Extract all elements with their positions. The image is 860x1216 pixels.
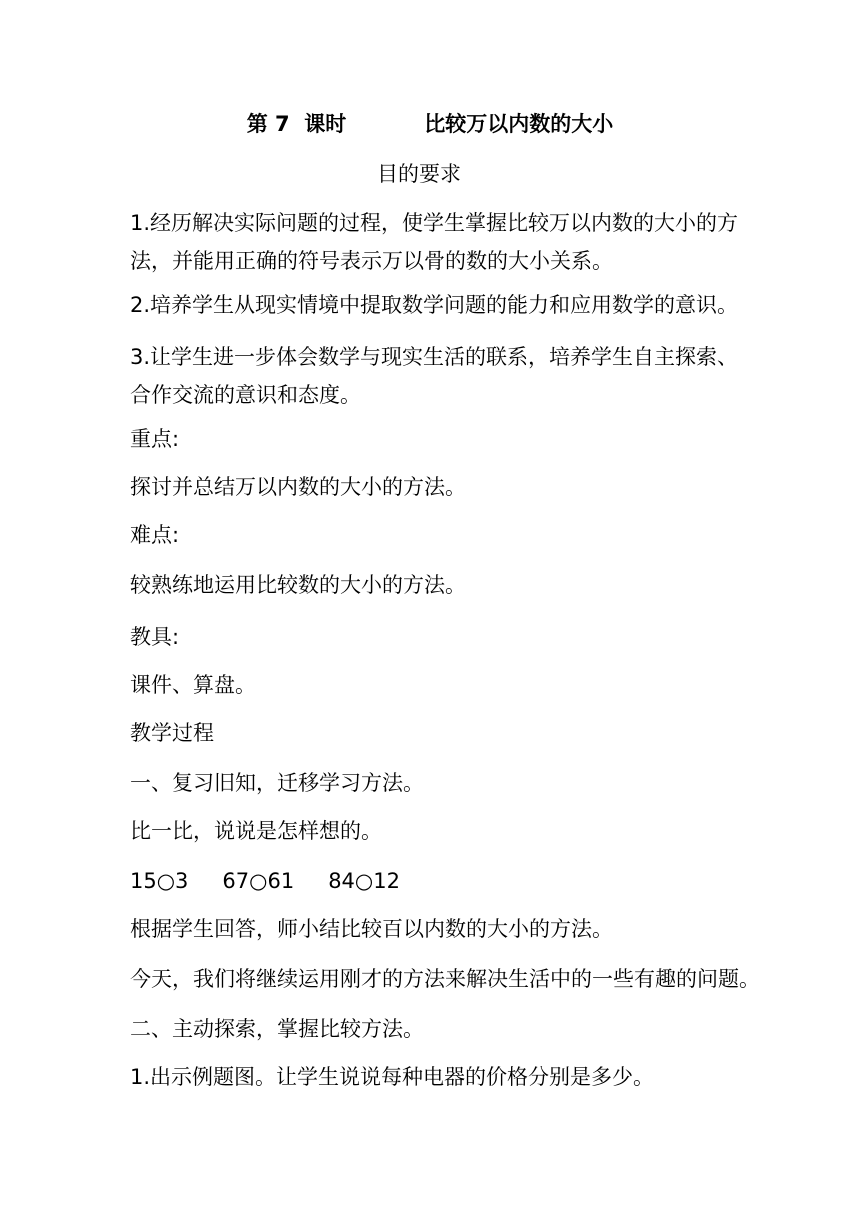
exercise-item: 84○12 xyxy=(328,869,400,893)
key-text: 探讨并总结万以内数的大小的方法。 xyxy=(130,475,466,499)
today-text: 今天，我们将继续运用刚才的方法来解决生活中的一些有趣的问题。 xyxy=(130,967,760,991)
compare-prompt: 比一比，说说是怎样想的。 xyxy=(130,819,382,843)
tools-label: 教具: xyxy=(130,625,180,649)
part-1-heading: 一、复习旧知，迁移学习方法。 xyxy=(130,771,424,795)
difficulty-text: 较熟练地运用比较数的大小的方法。 xyxy=(130,573,466,597)
exercise-row xyxy=(130,862,740,900)
exercise-item: 67○61 xyxy=(222,869,295,893)
goal-1: 1.经历解决实际问题的过程，使学生掌握比较万以内数的大小的方法，并能用正确的符号表示万以骨的数的大小关系。 xyxy=(130,211,739,273)
title-lesson: 第 7 课时 xyxy=(246,112,347,136)
teacher-summary: 根据学生回答，师小结比较百以内数的大小的方法。 xyxy=(130,917,613,941)
title-topic: 比较万以内数的大小 xyxy=(424,112,614,136)
part-2-heading: 二、主动探索，掌握比较方法。 xyxy=(130,1017,424,1041)
page-title xyxy=(0,108,860,138)
tools-text: 课件、算盘。 xyxy=(130,673,256,697)
step-1: 1.出示例题图。让学生说说每种电器的价格分别是多少。 xyxy=(130,1065,655,1089)
exercise-item: 15○3 xyxy=(130,869,189,893)
process-label: 教学过程 xyxy=(130,721,214,745)
difficulty-label: 难点: xyxy=(130,523,180,547)
goal-2: 2.培养学生从现实情境中提取数学问题的能力和应用数学的意识。 xyxy=(130,293,739,317)
key-label: 重点: xyxy=(130,427,180,451)
section-goals-heading: 目的要求 xyxy=(377,162,461,186)
goal-3: 3.让学生进一步体会数学与现实生活的联系，培养学生自主探索、合作交流的意识和态度。 xyxy=(130,345,739,407)
